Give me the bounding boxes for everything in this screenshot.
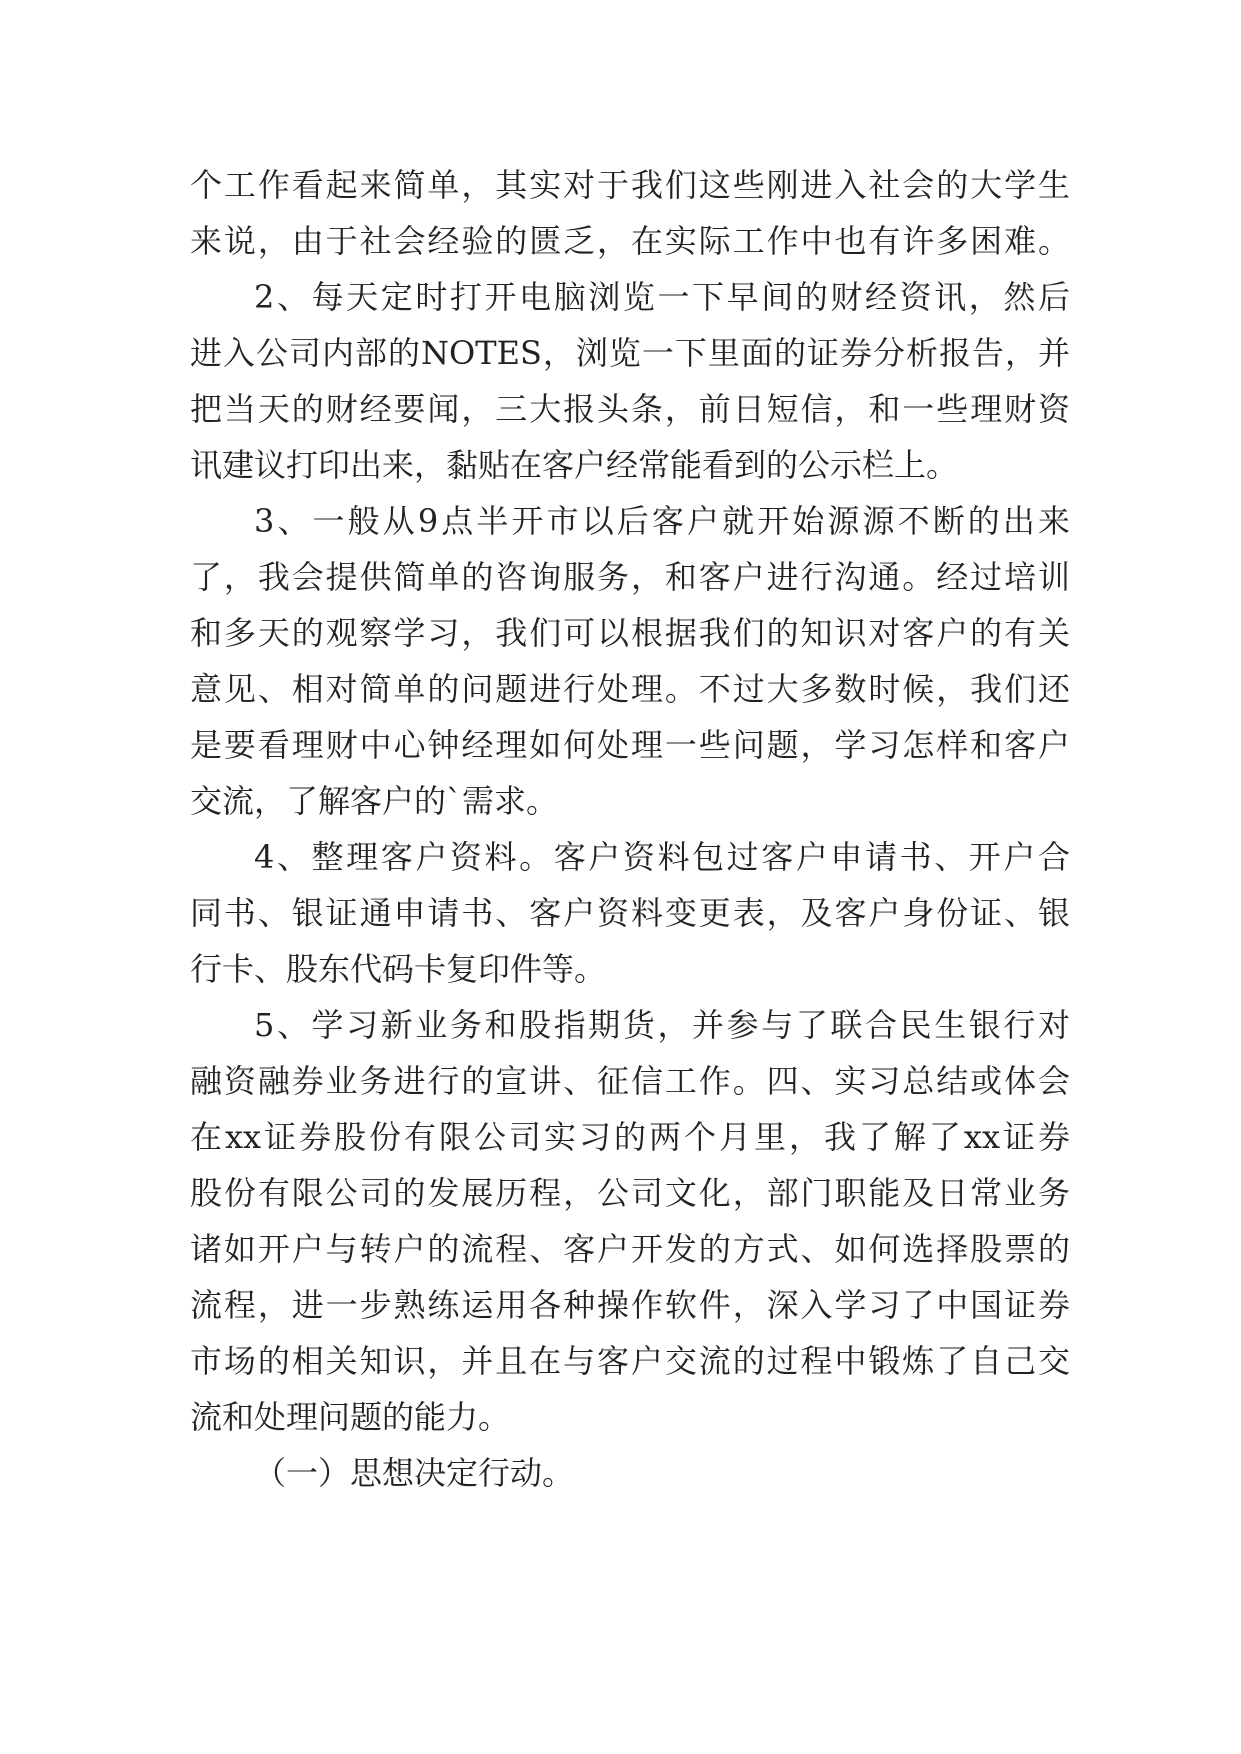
- document-body: [190, 157, 1070, 1501]
- text-line: 流和处理问题的能力。: [190, 1398, 511, 1436]
- text-line: 5、学习新业务和股指期货，并参与了联合民生银行对: [254, 1006, 1070, 1044]
- text-line: 个工作看起来简单，其实对于我们这些刚进入社会的大学生: [190, 166, 1070, 204]
- text-line: 交流，了解客户的`需求。: [190, 782, 559, 820]
- text-line: 和多天的观察学习，我们可以根据我们的知识对客户的有关: [190, 614, 1070, 652]
- text-line: 3、一般从9点半开市以后客户就开始源源不断的出来: [254, 502, 1070, 540]
- text-line: 4、整理客户资料。客户资料包过客户申请书、开户合: [254, 838, 1070, 876]
- text-line: 2、每天定时打开电脑浏览一下早间的财经资讯，然后: [254, 278, 1070, 316]
- text-line: 是要看理财中心钟经理如何处理一些问题，学习怎样和客户: [190, 726, 1070, 764]
- text-line: 进入公司内部的NOTES，浏览一下里面的证券分析报告，并: [190, 334, 1070, 372]
- text-line: 融资融券业务进行的宣讲、征信工作。四、实习总结或体会: [190, 1062, 1070, 1100]
- text-line: 意见、相对简单的问题进行处理。不过大多数时候，我们还: [190, 670, 1070, 708]
- text-line: 来说，由于社会经验的匮乏，在实际工作中也有许多困难。: [190, 222, 1070, 260]
- text-line: 流程，进一步熟练运用各种操作软件，深入学习了中国证券: [190, 1286, 1070, 1324]
- text-line: 诸如开户与转户的流程、客户开发的方式、如何选择股票的: [190, 1230, 1070, 1268]
- text-line: 了，我会提供简单的咨询服务，和客户进行沟通。经过培训: [190, 558, 1070, 596]
- text-line: 同书、银证通申请书、客户资料变更表，及客户身份证、银: [190, 894, 1070, 932]
- text-line: 股份有限公司的发展历程，公司文化，部门职能及日常业务: [190, 1174, 1070, 1212]
- text-line: 在xx证券股份有限公司实习的两个月里，我了解了xx证券: [190, 1118, 1070, 1156]
- text-line: 讯建议打印出来，黏贴在客户经常能看到的公示栏上。: [190, 446, 959, 484]
- text-line: 市场的相关知识，并且在与客户交流的过程中锻炼了自己交: [190, 1342, 1070, 1380]
- text-line: 行卡、股东代码卡复印件等。: [190, 950, 607, 988]
- text-line: 把当天的财经要闻，三大报头条，前日短信，和一些理财资: [190, 390, 1070, 428]
- section-heading: （一）思想决定行动。: [254, 1454, 575, 1492]
